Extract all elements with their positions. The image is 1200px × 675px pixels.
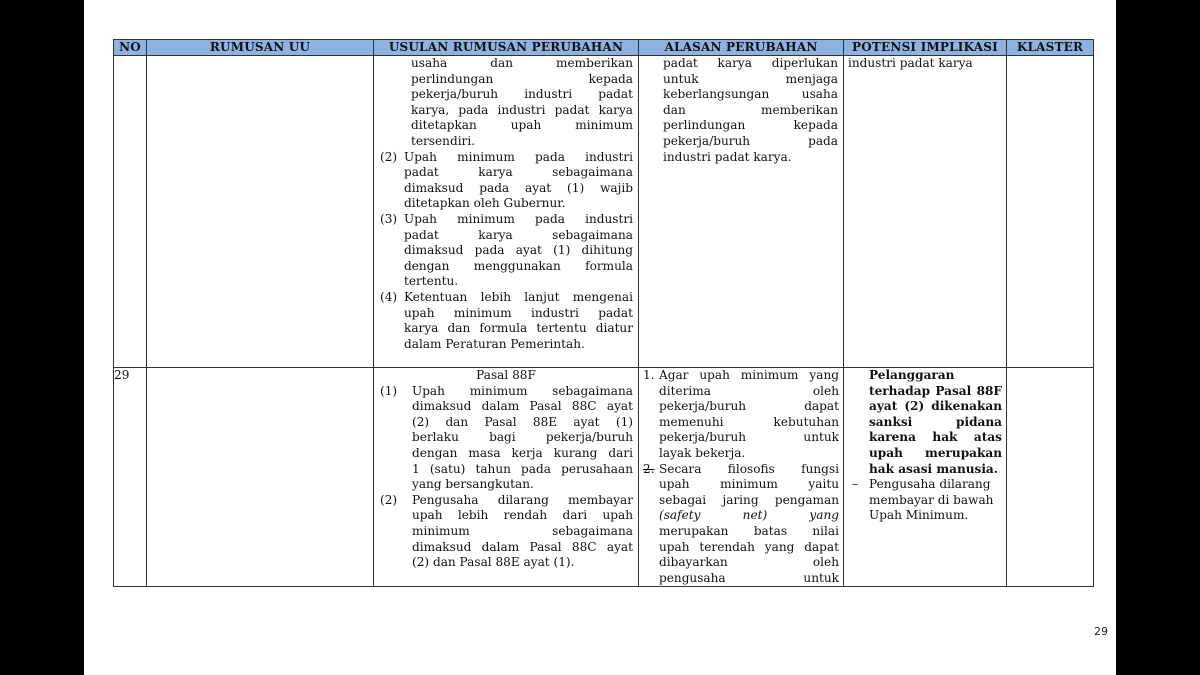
text-line: perlindungan kepada: [411, 71, 633, 86]
text-line: usaha dan memberikan: [411, 56, 633, 70]
text-line: tersendiri.: [411, 133, 476, 148]
page-number: 29: [1094, 625, 1108, 638]
text-line: terhadap Pasal 88F: [869, 383, 1002, 398]
cell-usulan: [374, 368, 639, 587]
usulan-intro: [374, 56, 638, 150]
text-line: padat karya diperlukan: [663, 56, 838, 70]
usulan-item: [374, 212, 638, 290]
text-line: merupakan batas nilai: [659, 523, 839, 538]
text-line: upah minimum industri padat: [404, 305, 633, 320]
cell-alasan: [639, 56, 844, 368]
text-line: ayat (2) dikenakan: [869, 399, 1002, 414]
text-line: Agar upah minimum yang: [659, 368, 839, 382]
text-line: Upah minimum pada industri: [404, 149, 633, 164]
text-line: ditetapkan oleh Gubernur.: [404, 196, 566, 211]
text-line: dimaksud pada ayat (1) wajib: [404, 180, 633, 195]
text-line: dibayarkan oleh: [659, 555, 839, 570]
text-line: memenuhi kebutuhan: [659, 414, 839, 429]
text-line: upah merupakan: [869, 445, 1002, 460]
usulan-item: [374, 150, 638, 212]
item-number: (3): [380, 211, 398, 226]
text-line: sebagai jaring pengaman: [659, 492, 839, 507]
text-line: karya dan formula tertentu diatur: [404, 321, 633, 336]
text-line: industri padat karya.: [663, 149, 792, 164]
usulan-item: [374, 493, 638, 571]
text-line: Pengusaha dilarang: [869, 477, 991, 492]
text-line: perlindungan kepada: [663, 118, 838, 133]
item-number: (2): [380, 492, 398, 507]
text-line: tertentu.: [404, 274, 459, 289]
text-line: ditetapkan upah minimum: [411, 118, 633, 133]
text-line: pekerja/buruh pada: [663, 133, 838, 148]
cell-potensi: [844, 56, 1007, 368]
text-line: (2) dan Pasal 88E ayat (1).: [412, 555, 575, 570]
text-line: yang bersangkutan.: [412, 477, 534, 492]
header-potensi: POTENSI IMPLIKASI: [844, 40, 1007, 56]
text-line: upah lebih rendah dari upah: [412, 508, 633, 523]
list-marker: 2.: [643, 461, 655, 476]
text-line: 1 (satu) tahun pada perusahaan: [412, 461, 633, 476]
item-number: (2): [380, 149, 398, 164]
pasal-title: Pasal 88F: [476, 368, 536, 382]
table-row-continued: [114, 56, 1094, 368]
header-alasan: ALASAN PERUBAHAN: [639, 40, 844, 56]
cell-alasan: [639, 368, 844, 587]
text-line: pekerja/buruh industri padat: [411, 87, 633, 102]
text-line: upah minimum yaitu: [659, 477, 839, 492]
text-line: dengan masa kerja kurang dari: [412, 445, 633, 460]
text-line: berlaku bagi pekerja/buruh: [412, 430, 633, 445]
usulan-item: [374, 384, 638, 493]
matrix-table: [113, 39, 1094, 587]
text-line: Upah minimum pada industri: [404, 211, 633, 226]
header-klaster: KLASTER: [1007, 40, 1094, 56]
header-usulan: USULAN RUMUSAN PERUBAHAN: [374, 40, 639, 56]
header-rumusan-uu: RUMUSAN UU: [147, 40, 374, 56]
text-line: padat karya sebagaimana: [404, 165, 633, 180]
text-line: Pelanggaran: [869, 368, 955, 382]
cell-klaster: [1007, 56, 1094, 368]
item-number: (1): [380, 383, 398, 398]
text-line: dengan menggunakan formula: [404, 258, 633, 273]
table-row-29: [114, 368, 1094, 587]
text-line: dalam Peraturan Pemerintah.: [404, 336, 585, 351]
list-marker: 1.: [643, 368, 655, 382]
text-line: layak bekerja.: [659, 445, 746, 460]
cell-usulan: [374, 56, 639, 368]
text-line: Upah Minimum.: [869, 508, 969, 523]
cell-rumusan: [147, 368, 374, 587]
text-line: Secara filosofis fungsi: [659, 461, 839, 476]
cell-rumusan: [147, 56, 374, 368]
alasan-item: [639, 462, 843, 587]
document-page: [84, 0, 1116, 675]
text-line: untuk menjaga: [663, 71, 838, 86]
text-line: upah terendah yang dapat: [659, 539, 839, 554]
header-no: NO: [114, 40, 147, 56]
dash-marker: –: [852, 477, 859, 492]
text-line: membayar di bawah: [869, 492, 994, 507]
text-line: pekerja/buruh untuk: [659, 430, 839, 445]
text-line: industri padat karya: [848, 56, 973, 70]
text-line: pengusaha untuk: [659, 570, 839, 585]
text-line: dan memberikan: [663, 102, 838, 117]
text-line: diterima oleh: [659, 383, 839, 398]
cell-klaster: [1007, 368, 1094, 587]
potensi-list-item: [844, 477, 1006, 524]
text-line: karena hak atas: [869, 430, 1002, 445]
text-line: karya, pada industri padat karya: [411, 102, 633, 117]
cell-no: 29: [114, 368, 147, 587]
text-line: dimaksud dalam Pasal 88C ayat: [412, 539, 633, 554]
item-number: (4): [380, 289, 398, 304]
text-line: keberlangsungan usaha: [663, 87, 838, 102]
text-line: dimaksud dalam Pasal 88C ayat: [412, 399, 633, 414]
text-line: (2) dan Pasal 88E ayat (1): [412, 414, 633, 429]
text-line: padat karya sebagaimana: [404, 227, 633, 242]
usulan-item: [374, 290, 638, 352]
header-row: [114, 40, 1094, 56]
text-line: Ketentuan lebih lanjut mengenai: [404, 289, 633, 304]
alasan-item: [639, 368, 843, 462]
cell-potensi: [844, 368, 1007, 587]
cell-no: [114, 56, 147, 368]
text-line: Pengusaha dilarang membayar: [412, 492, 633, 507]
potensi-bold-block: [844, 368, 1006, 477]
text-line: (safety net) yang: [659, 508, 839, 523]
text-line: dimaksud pada ayat (1) dihitung: [404, 243, 633, 258]
text-line: Upah minimum sebagaimana: [412, 383, 633, 398]
text-line: pekerja/buruh dapat: [659, 399, 839, 414]
text-line: sanksi pidana: [869, 414, 1002, 429]
text-line: minimum sebagaimana: [412, 523, 633, 538]
text-line: hak asasi manusia.: [869, 461, 998, 476]
